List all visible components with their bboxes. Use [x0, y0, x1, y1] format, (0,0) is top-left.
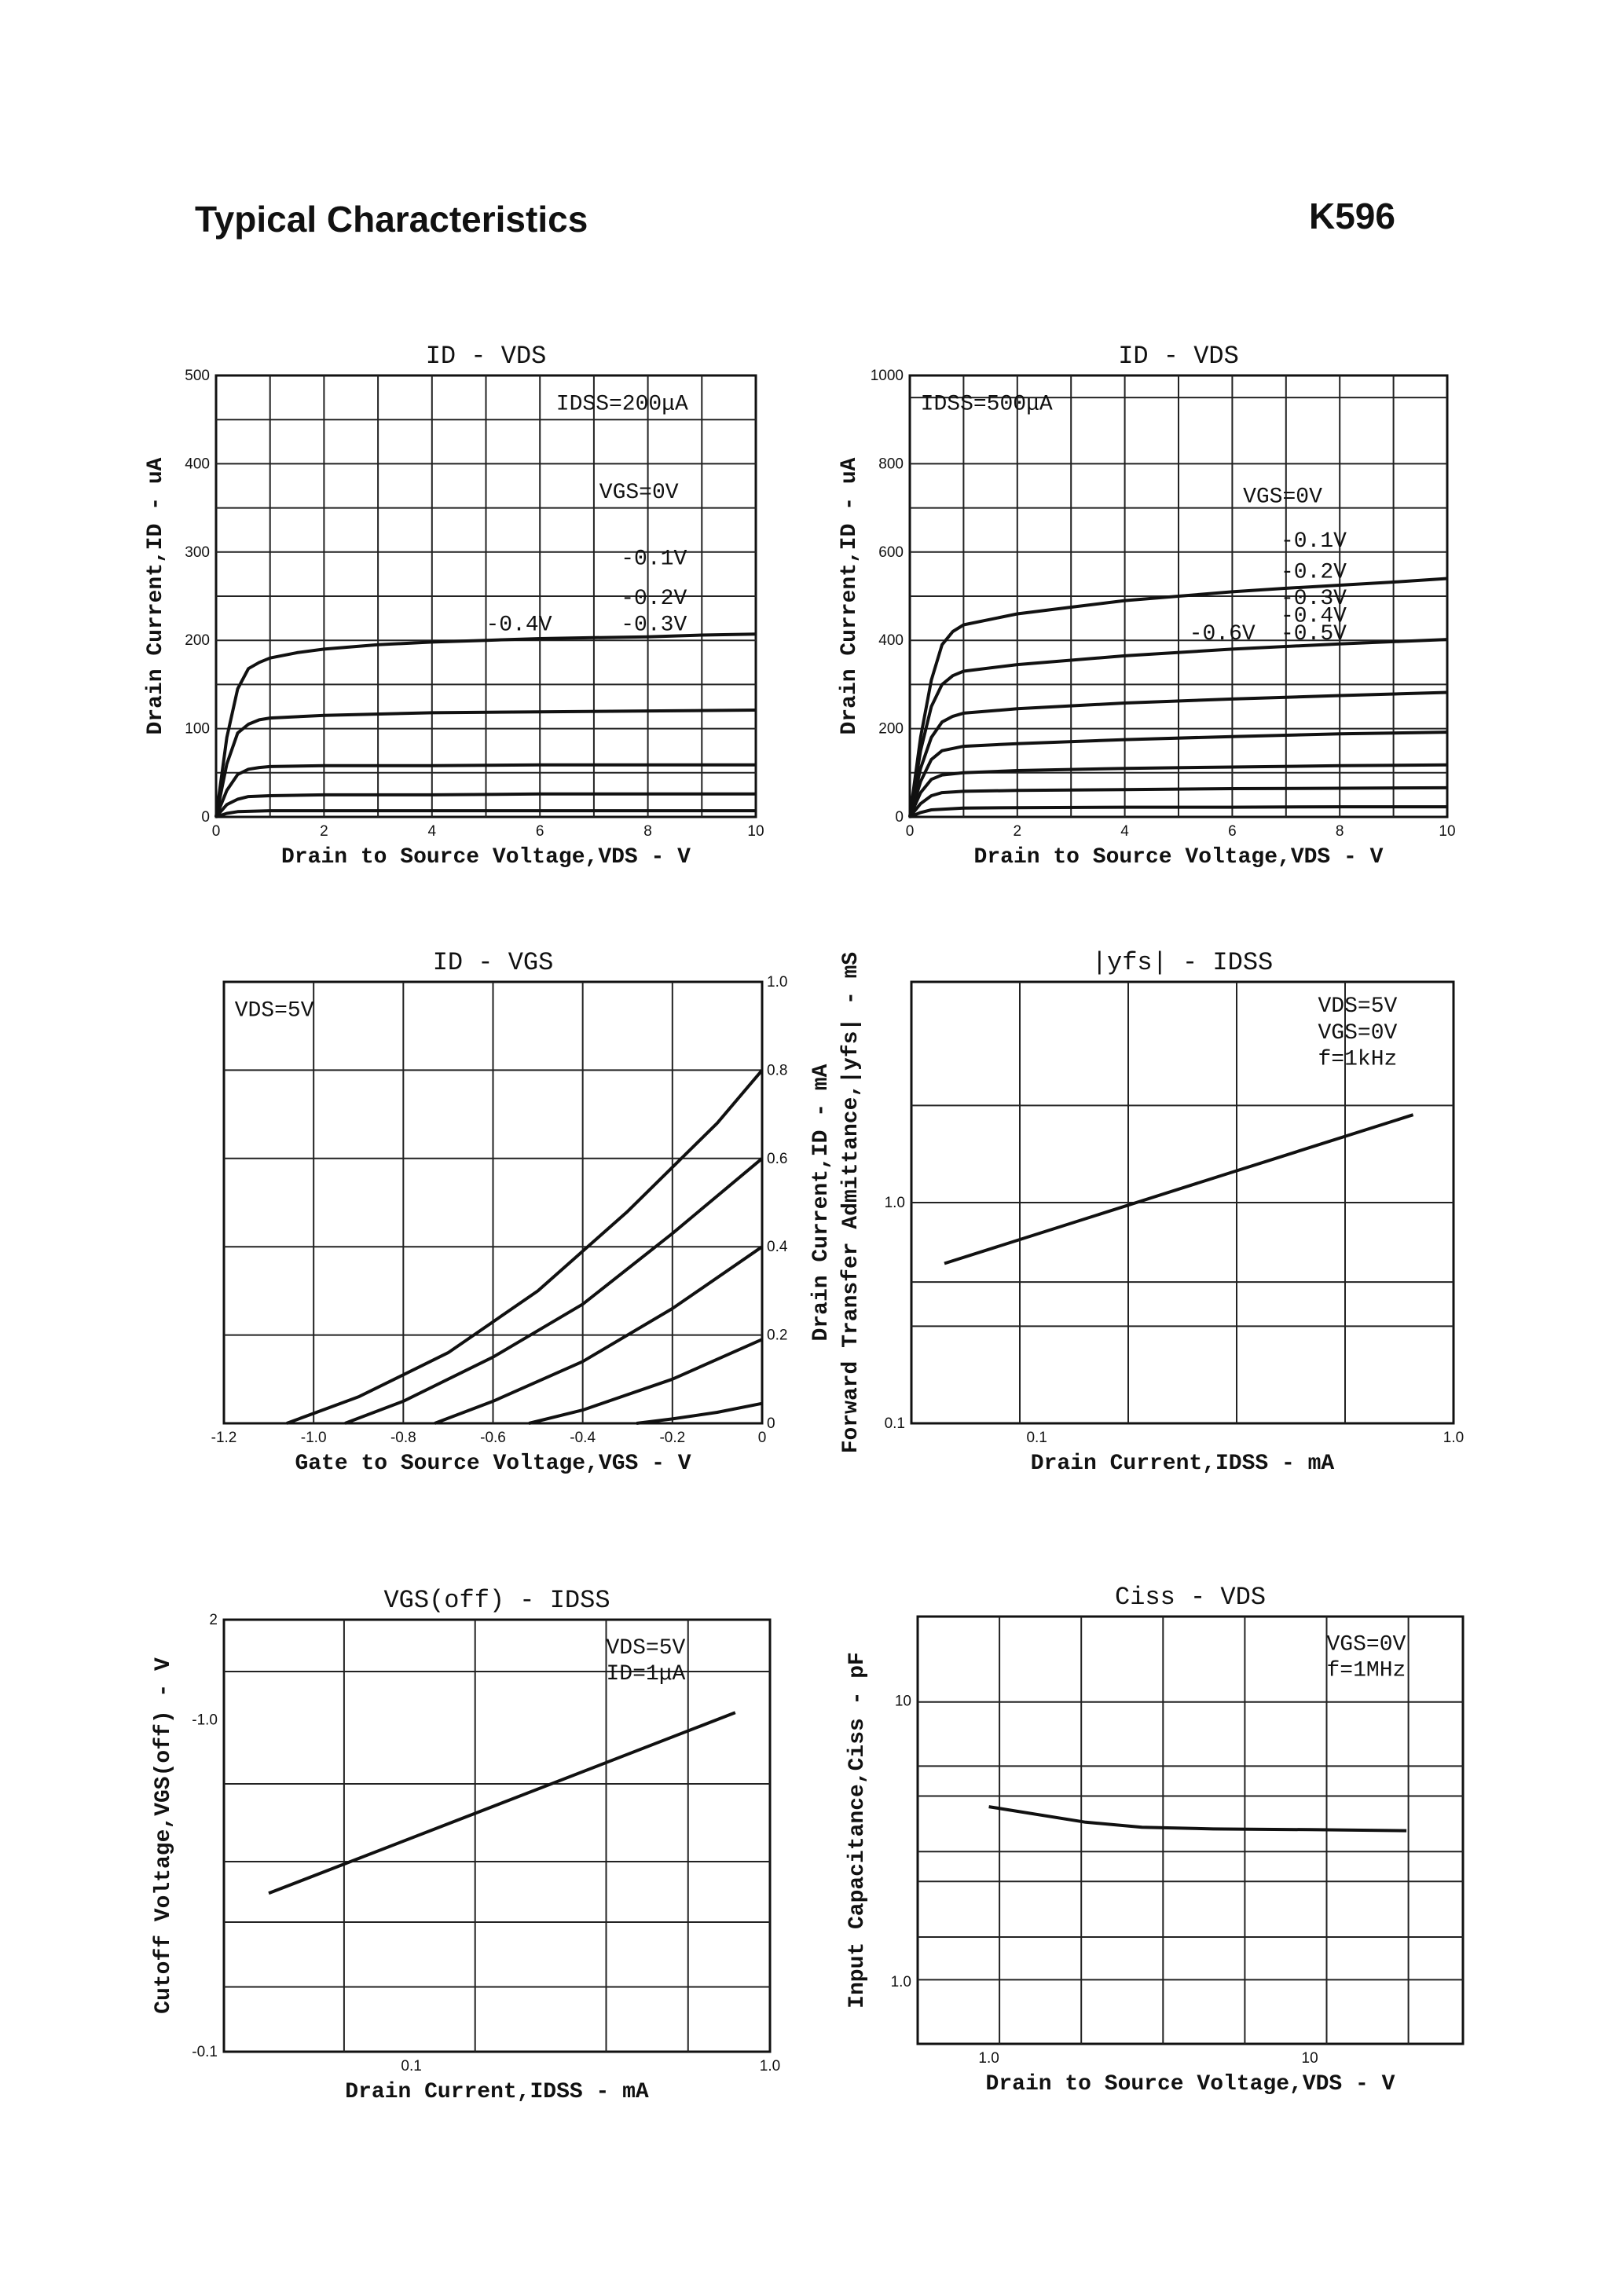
series-label: -0.5V — [1280, 621, 1347, 646]
chart-annotation: VDS=5V — [1318, 994, 1398, 1020]
chart-5 — [152, 1586, 780, 2104]
y-axis-label: Drain Current,ID - mA — [809, 1064, 834, 1342]
x-tick-label: 8 — [643, 823, 652, 840]
chart-4 — [839, 948, 1464, 1476]
y-tick-label: 0.8 — [767, 1062, 788, 1079]
chart-annotation: VDS=5V — [234, 998, 314, 1023]
series-line-5 — [636, 1404, 762, 1423]
x-tick-label: 10 — [1439, 823, 1456, 840]
y-tick-label: -0.1 — [192, 2044, 218, 2060]
x-tick-label: 0.1 — [1026, 1430, 1047, 1446]
chart-1 — [144, 342, 764, 870]
y-axis-label: Forward Transfer Admittance,|yfs| - mS — [839, 951, 863, 1454]
x-tick-label: 4 — [427, 823, 437, 840]
series-label: -0.3V — [1280, 587, 1347, 611]
y-tick-label: 200 — [185, 632, 210, 650]
y-axis-label: Input Capacitance,Ciss - pF — [845, 1652, 870, 2009]
y-tick-label: 0.2 — [767, 1327, 788, 1344]
x-tick-label: 1.0 — [1443, 1430, 1465, 1446]
y-tick-label: 0 — [201, 809, 210, 826]
y-tick-label: 0.6 — [767, 1150, 788, 1167]
chart-annotation: IDSS=200μA — [555, 392, 688, 417]
y-tick-label: 10 — [894, 1693, 911, 1710]
series-label: -0.1V — [621, 547, 687, 572]
chart-annotation: VGS=0V — [1318, 1020, 1398, 1045]
chart-annotation: IDSS=500μA — [920, 392, 1053, 417]
x-tick-label: 2 — [320, 823, 328, 840]
series-label: -0.2V — [1280, 560, 1347, 585]
y-axis-label: Drain Current,ID - uA — [838, 457, 862, 735]
chart-title: ID - VGS — [432, 948, 554, 977]
y-tick-label: 500 — [185, 368, 210, 384]
y-tick-label: 0 — [895, 809, 904, 826]
chart-title: Ciss - VDS — [1114, 1583, 1267, 1612]
chart-annotation: f=1kHz — [1318, 1047, 1398, 1072]
series-label: -0.2V — [621, 587, 687, 611]
series-line-1 — [989, 1807, 1407, 1831]
x-tick-label: 4 — [1120, 823, 1129, 840]
x-tick-label: 0 — [905, 823, 915, 840]
x-tick-label: 0.1 — [401, 2058, 422, 2074]
chart-title: |yfs| - IDSS — [1091, 948, 1274, 977]
series-label: -0.6V — [1189, 621, 1256, 646]
y-tick-label: 800 — [878, 456, 904, 473]
y-tick-label: 1.0 — [890, 1973, 911, 1990]
series-label: -0.4V — [1280, 604, 1347, 629]
y-tick-label: 200 — [878, 720, 904, 738]
x-axis-label: Drain Current,IDSS - mA — [1030, 1452, 1335, 1476]
x-axis-label: Drain to Source Voltage,VDS - V — [985, 2072, 1395, 2096]
series-label: -0.1V — [1280, 529, 1347, 554]
chart-6 — [845, 1583, 1463, 2096]
chart-annotation: VDS=5V — [606, 1636, 686, 1661]
x-tick-label: -1.0 — [300, 1430, 327, 1446]
y-tick-label: 0.1 — [884, 1415, 905, 1432]
y-tick-label: 2 — [209, 1612, 218, 1628]
x-axis-label: Drain Current,IDSS - mA — [345, 2080, 649, 2104]
x-tick-label: 0 — [211, 823, 221, 840]
x-tick-label: -0.4 — [570, 1430, 596, 1446]
x-tick-label: -0.2 — [659, 1430, 686, 1446]
chart-title: ID - VDS — [1118, 342, 1239, 371]
y-tick-label: 600 — [878, 544, 904, 561]
x-axis-label: Drain to Source Voltage,VDS - V — [281, 845, 691, 870]
chart-title: VGS(off) - IDSS — [383, 1586, 610, 1615]
chart-annotation: VGS=0V — [1326, 1632, 1406, 1657]
y-tick-label: 400 — [878, 632, 904, 650]
x-tick-label: 0 — [757, 1430, 767, 1446]
x-tick-label: 6 — [535, 823, 544, 840]
y-tick-label: 300 — [185, 544, 210, 561]
x-tick-label: 10 — [747, 823, 764, 840]
model-number: K596 — [1309, 196, 1395, 236]
x-axis-label: Drain to Source Voltage,VDS - V — [973, 845, 1384, 870]
y-tick-label: 1000 — [870, 368, 904, 384]
x-tick-label: -0.8 — [390, 1430, 416, 1446]
x-tick-label: 10 — [1301, 2050, 1318, 2067]
x-tick-label: -1.2 — [211, 1430, 237, 1446]
x-tick-label: -0.6 — [480, 1430, 506, 1446]
y-tick-label: -1.0 — [192, 1712, 218, 1729]
page-title: Typical Characteristics — [195, 199, 588, 240]
x-tick-label: 1.0 — [978, 2050, 999, 2067]
x-tick-label: 8 — [1335, 823, 1344, 840]
x-axis-label: Gate to Source Voltage,VGS - V — [295, 1452, 691, 1476]
series-line-1 — [944, 1115, 1413, 1263]
series-label: VGS=0V — [599, 481, 679, 506]
series-label: -0.4V — [486, 613, 552, 638]
y-tick-label: 1.0 — [884, 1195, 905, 1211]
y-axis-label: Drain Current,ID - uA — [144, 457, 168, 735]
y-tick-label: 400 — [185, 456, 210, 473]
series-label: -0.3V — [621, 613, 687, 638]
x-tick-label: 1.0 — [759, 2058, 781, 2074]
series-label: VGS=0V — [1243, 485, 1322, 510]
chart-3 — [211, 948, 834, 1476]
chart-2 — [838, 342, 1456, 870]
series-line-1 — [269, 1712, 735, 1893]
y-axis-label: Cutoff Voltage,VGS(off) - V — [152, 1657, 176, 2014]
x-tick-label: 6 — [1228, 823, 1237, 840]
x-tick-label: 2 — [1013, 823, 1022, 840]
y-tick-label: 0.4 — [767, 1239, 788, 1256]
y-tick-label: 0 — [767, 1415, 775, 1432]
y-tick-label: 100 — [185, 720, 210, 738]
y-tick-label: 1.0 — [767, 974, 788, 991]
chart-title: ID - VDS — [425, 342, 547, 371]
chart-annotation: ID=1μA — [606, 1662, 686, 1686]
chart-annotation: f=1MHz — [1326, 1658, 1406, 1683]
